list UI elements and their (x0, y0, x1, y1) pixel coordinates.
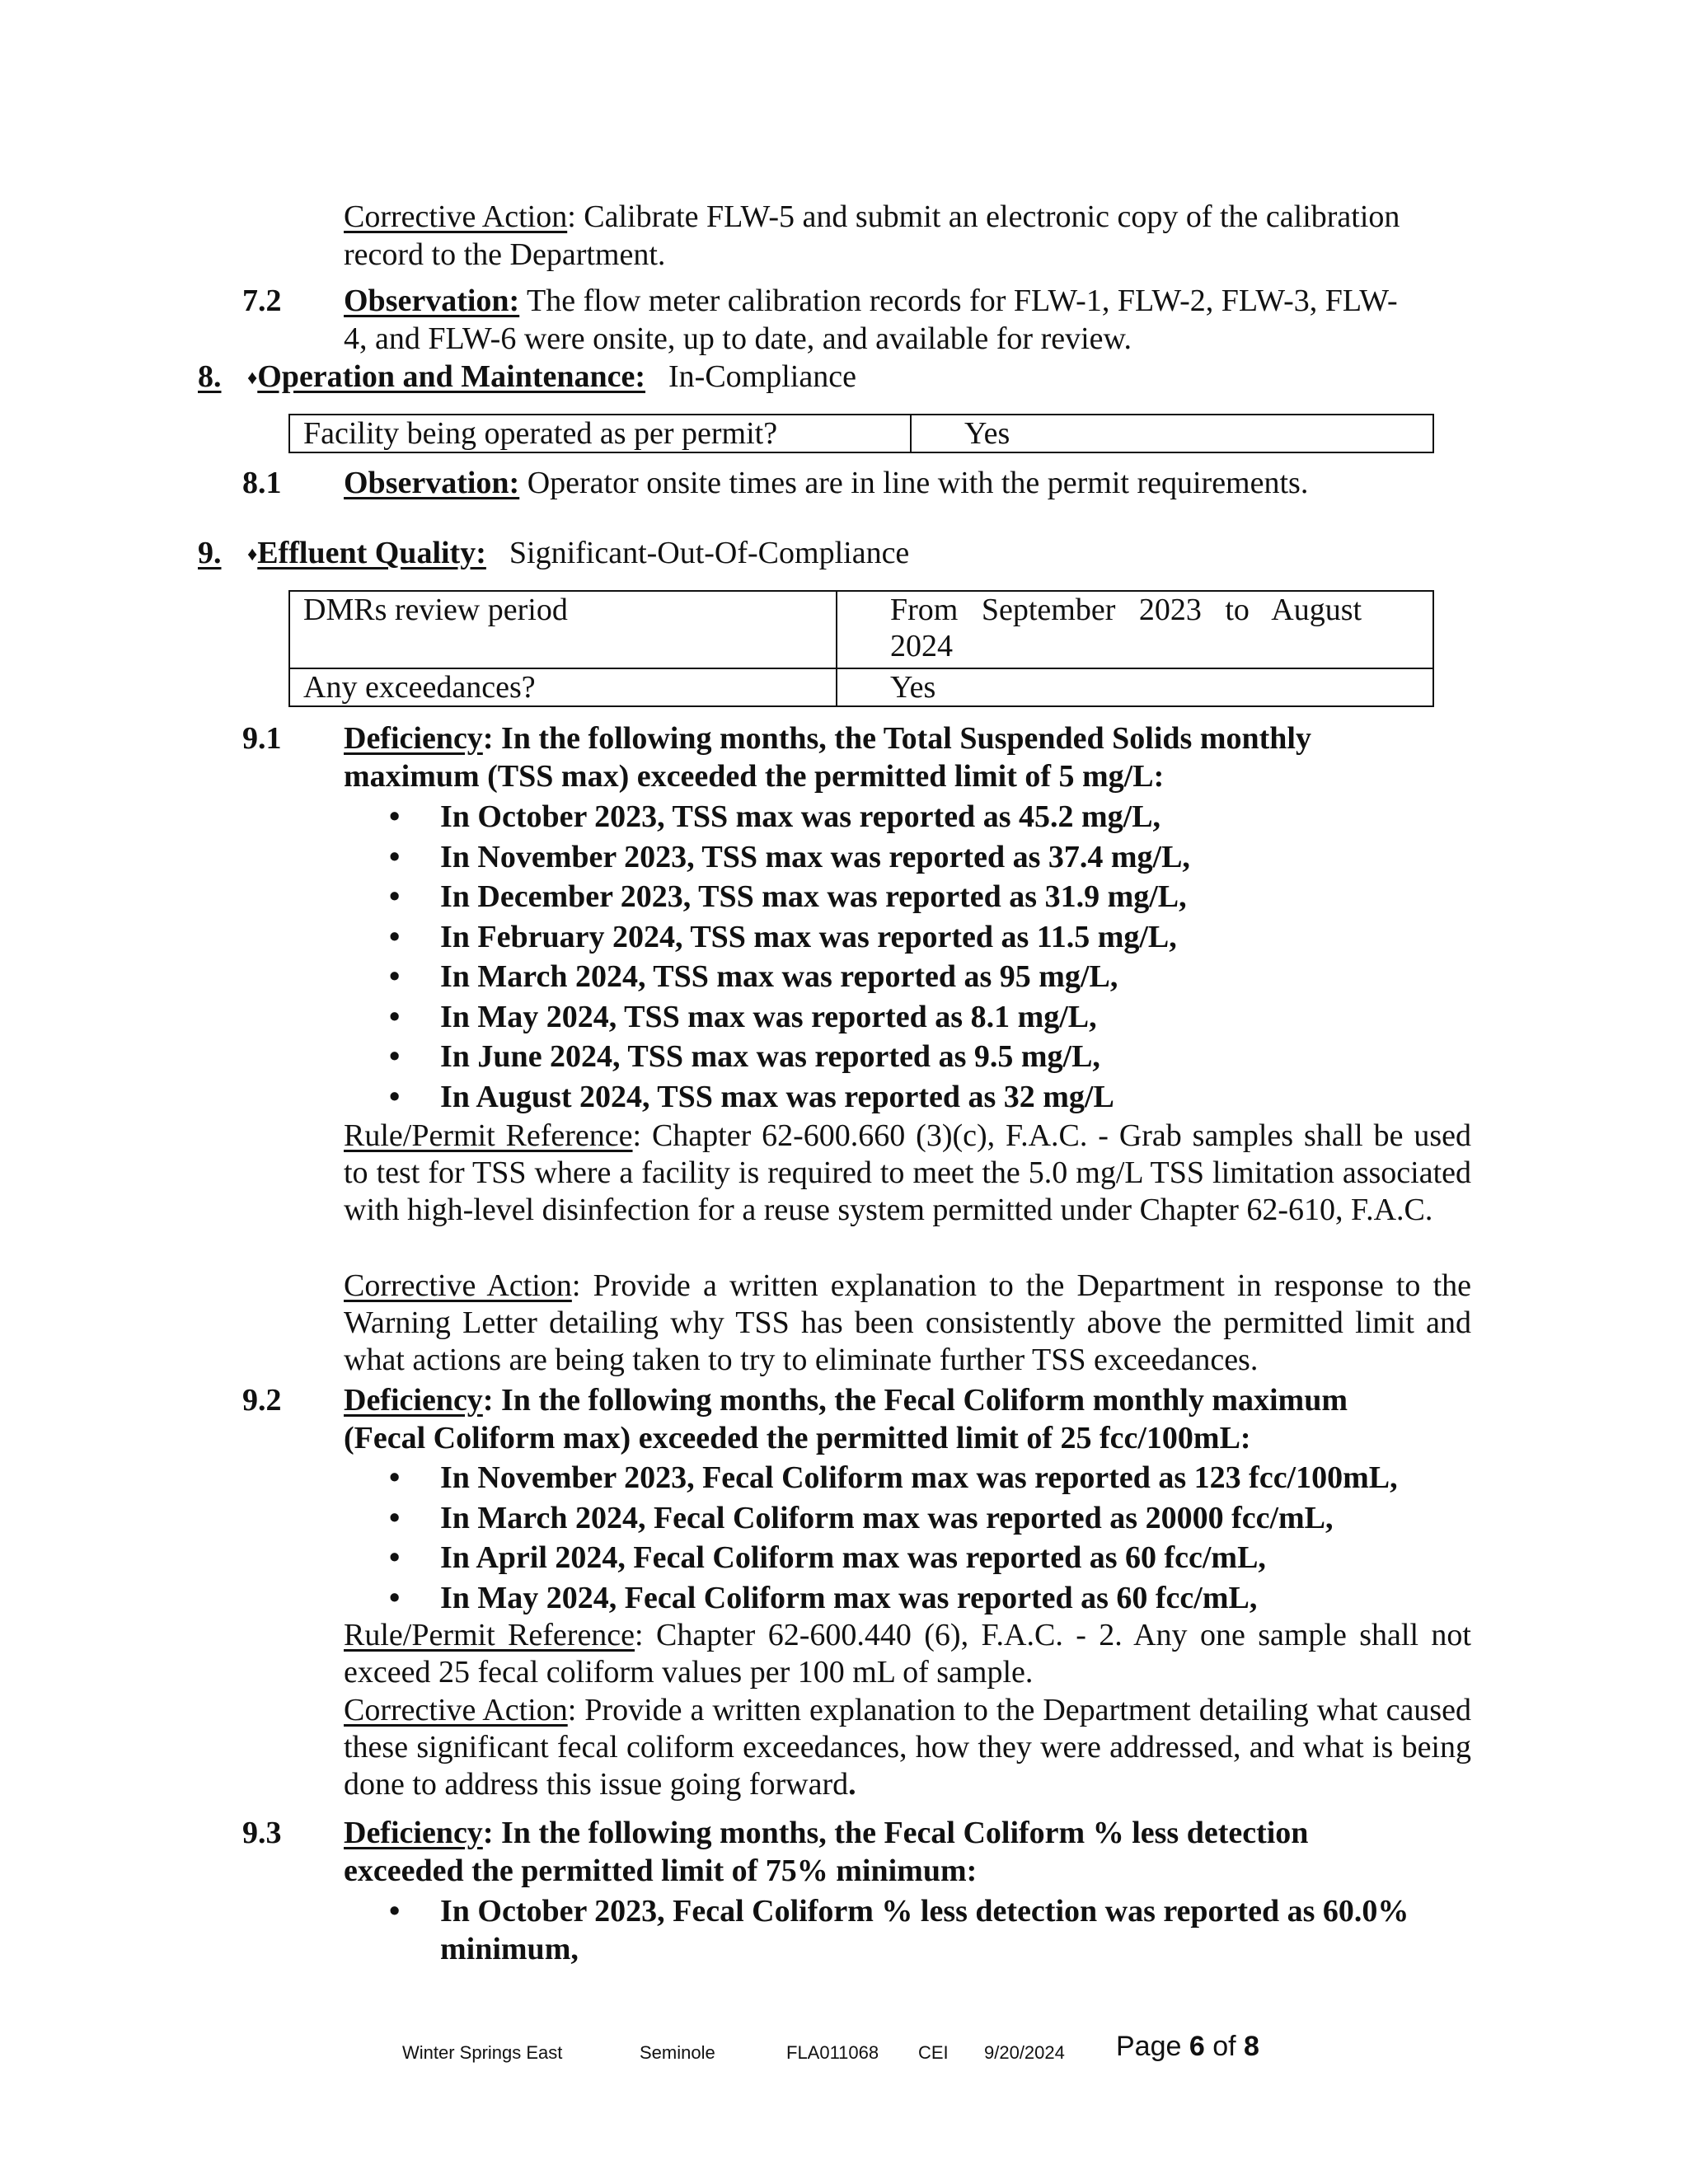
list-item: • In March 2024, Fecal Coliform max was reported as 20000 fcc/mL, (389, 1499, 1398, 1540)
observation-label: Observation: (344, 284, 520, 318)
section-title: Effluent Quality: (257, 536, 486, 570)
operation-table (288, 414, 1434, 453)
diamond-icon: ♦ (247, 544, 258, 565)
deficiency-label: Deficiency (344, 721, 483, 756)
observation-label: Observation: (344, 466, 520, 500)
footer-inspection-type: CEI (918, 2042, 949, 2063)
deficiency-9-2: Deficiency: In the following months, the Fecal Coliform monthly maximum (Fecal Coliform max) exceeded the permitted limit of 25 fcc/100mL: (344, 1383, 1348, 1455)
compliance-status: In-Compliance (668, 359, 856, 394)
fecal-coliform-detection-list (389, 1892, 1409, 1968)
footer-page-number: Page 6 of 8 (1116, 2031, 1259, 2062)
section-number: 9. (198, 536, 222, 570)
section-heading-8 (247, 358, 856, 397)
list-item: • In December 2023, TSS max was reported as 31.9 mg/L, (389, 878, 1190, 918)
corrective-action-label: Corrective Action (344, 1268, 572, 1303)
corrective-action-label: Corrective Action (344, 1693, 568, 1727)
table-cell-answer: Yes (837, 668, 1433, 706)
rule-reference-label: Rule/Permit Reference (344, 1618, 635, 1652)
section-number: 9.2 (242, 1383, 282, 1418)
corrective-action-9-1: Corrective Action: Provide a written explanation to the Department in response to the Warning Letter detailing why TSS has been consistently above the permitted limit and what actions are being taken to try to eliminate further TSS exceedances. (344, 1268, 1471, 1377)
corrective-action-label: Corrective Action (344, 199, 568, 234)
list-item: • In October 2023, TSS max was reported as 45.2 mg/L, (389, 798, 1190, 838)
table-cell-question: DMRs review period (289, 591, 837, 668)
section-number: 7.2 (242, 284, 282, 318)
section-title: Operation and Maintenance: (257, 359, 646, 394)
corrective-action-9-2: Corrective Action: Provide a written explanation to the Department detailing what caused these significant fecal coliform exceedances, how they were addressed, and what is being done to address this issue going forward. (344, 1693, 1471, 1802)
list-item: • In November 2023, TSS max was reported as 37.4 mg/L, (389, 838, 1190, 879)
section-number: 8. (198, 359, 222, 394)
list-item: • In October 2023, Fecal Coliform % less detection was reported as 60.0% minimum, (389, 1892, 1409, 1968)
deficiency-9-1: Deficiency: In the following months, the Total Suspended Solids monthly maximum (TSS max) exceeded the permitted limit of 5 mg/L: (344, 721, 1311, 794)
fecal-coliform-exceedance-list (389, 1459, 1398, 1619)
observation-8-1: Observation: Operator onsite times are in line with the permit requirements. (344, 466, 1309, 500)
section-number: 9.3 (242, 1816, 282, 1850)
list-item: • In June 2024, TSS max was reported as 9.5 mg/L, (389, 1038, 1190, 1078)
section-number: 8.1 (242, 466, 282, 500)
list-item: • In May 2024, TSS max was reported as 8.1 mg/L, (389, 998, 1190, 1038)
list-item: • In August 2024, TSS max was reported as 32 mg/L (389, 1078, 1190, 1118)
effluent-table (288, 590, 1434, 707)
list-item: • In November 2023, Fecal Coliform max was reported as 123 fcc/100mL, (389, 1459, 1398, 1499)
table-cell-answer: Yes (911, 415, 1433, 452)
section-heading-9 (247, 534, 909, 574)
compliance-status: Significant-Out-Of-Compliance (509, 536, 910, 570)
table-cell-question: Facility being operated as per permit? (289, 415, 911, 452)
rule-reference-9-2: Rule/Permit Reference: Chapter 62-600.440 (6), F.A.C. - 2. Any one sample shall not exceed 25 fecal coliform values per 100 mL of sample. (344, 1618, 1471, 1690)
footer-county: Seminole (640, 2042, 715, 2063)
table-cell-question: Any exceedances? (289, 668, 837, 706)
list-item: • In March 2024, TSS max was reported as 95 mg/L, (389, 958, 1190, 998)
tss-exceedance-list (389, 798, 1190, 1118)
footer-permit: FLA011068 (786, 2042, 879, 2063)
rule-reference-9-1: Rule/Permit Reference: Chapter 62-600.660 (3)(c), F.A.C. - Grab samples shall be used to test for TSS where a facility is required to meet the 5.0 mg/L TSS limitation associated with high-level disinfection for a reuse system permitted under Chapter 62-610, F.A.C. (344, 1118, 1472, 1227)
section-number: 9.1 (242, 721, 282, 756)
rule-reference-label: Rule/Permit Reference (344, 1118, 633, 1153)
list-item: • In February 2024, TSS max was reported as 11.5 mg/L, (389, 918, 1190, 958)
list-item: • In May 2024, Fecal Coliform max was reported as 60 fcc/mL, (389, 1579, 1398, 1619)
deficiency-label: Deficiency (344, 1383, 483, 1418)
footer-date: 9/20/2024 (984, 2042, 1065, 2063)
corrective-action-7-1: Corrective Action: Calibrate FLW-5 and submit an electronic copy of the calibration record to the Department. (344, 199, 1400, 272)
observation-7-2: Observation: The flow meter calibration records for FLW-1, FLW-2, FLW-3, FLW- 4, and FLW-6 were onsite, up to date, and available for review. (344, 284, 1398, 356)
list-item: • In April 2024, Fecal Coliform max was reported as 60 fcc/mL, (389, 1539, 1398, 1579)
deficiency-label: Deficiency (344, 1816, 483, 1850)
diamond-icon: ♦ (247, 368, 258, 389)
deficiency-9-3: Deficiency: In the following months, the Fecal Coliform % less detection exceeded the permitted limit of 75% minimum: (344, 1816, 1309, 1888)
footer-facility: Winter Springs East (402, 2042, 563, 2063)
table-cell-answer: From September 2023 to August 2024 (837, 591, 1433, 668)
